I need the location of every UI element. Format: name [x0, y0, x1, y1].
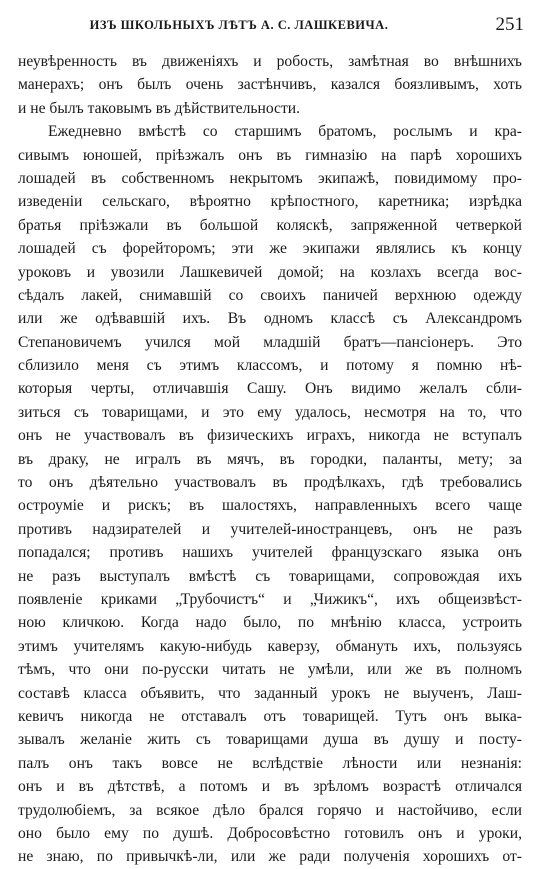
text-line: палъ онъ такъ вовсе не вслѣдствіе лѣности или незнанія:: [18, 754, 522, 772]
text-line: неувѣренность въ движеніяхъ и робость, замѣтная во внѣшнихъ: [18, 53, 522, 70]
text-line: оно было ему по душѣ. Добросовѣстно готовилъ онъ и уроки,: [18, 824, 522, 842]
running-head: [14, 14, 524, 38]
text-line: зиться съ товарищами, и это ему удалось, несмотря на то, что: [18, 403, 522, 421]
text-line: онъ не участвовалъ въ физическихъ играхъ, никогда не вступалъ: [18, 427, 522, 445]
text-line: кевичъ никогда не отставалъ отъ товарищей. Тутъ онъ выка-: [18, 707, 522, 725]
paragraph: [18, 120, 522, 869]
text-line: Степановичемъ учился мой младшій братъ—пансіонеръ. Это: [18, 333, 522, 351]
text-line: манерахъ; онъ былъ очень застѣнчивъ, казался боязливымъ, хоть: [18, 76, 522, 94]
running-head-title: ИЗЪ ШКОЛЬНЫХЪ ЛѢТЪ А. С. ЛАШКЕВИЧА.: [89, 18, 389, 32]
text-line: которыя черты, отличавшія Сашу. Онъ видимо желалъ сбли-: [18, 380, 522, 398]
text-line: противъ надзирателей и учителей-иностранцевъ, онъ не разъ: [18, 520, 522, 538]
text-line: не разъ выступалъ вмѣстѣ съ товарищами, сопровождая ихъ: [18, 567, 522, 585]
text-line: трудолюбіемъ, за всякое дѣло брался горячо и настойчиво, если: [18, 801, 522, 819]
text-line: онъ и въ дѣтствѣ, а потомъ и въ зрѣломъ возрастѣ отличался: [18, 778, 522, 796]
text-line: тѣмъ, что они по-русски читать не умѣли, или же въ полномъ: [18, 661, 522, 679]
text-line: Ежедневно вмѣстѣ со старшимъ братомъ, рослымъ и кра-: [48, 123, 522, 141]
text-line: братья пріѣзжали въ большой коляскѣ, запряженной четверкой: [18, 216, 522, 234]
text-line: появленіе криками „Трубочистъ“ и „Чижикъ“, ихъ общеизвѣст-: [18, 590, 522, 608]
text-line: сѣдалъ лакей, снимавшій со своихъ паничей верхнюю одежду: [18, 286, 522, 304]
text-line: то онъ дѣятельно участвовалъ въ продѣлкахъ, гдѣ требовались: [18, 474, 522, 492]
text-line: попадался; противъ нашихъ учителей французскаго языка онъ: [18, 544, 522, 562]
text-line: уроковъ и увозили Лашкевичей домой; на козлахъ всегда вос-: [18, 263, 522, 281]
body-text: [18, 50, 522, 869]
paragraph: [18, 50, 522, 120]
text-line: и не былъ таковымъ въ дѣйствительности.: [18, 99, 301, 117]
text-line: лошадей съ форейторомъ; эти же экипажи являлись къ концу: [18, 240, 522, 258]
text-line: лошадей въ собственномъ некрытомъ экипажѣ, повидимому про-: [18, 169, 522, 187]
text-line: зывалъ желаніе жить съ товарищами душа въ душу и посту-: [18, 731, 522, 749]
text-line: составѣ класса объявить, что заданный урокъ не выученъ, Лаш-: [18, 684, 522, 702]
text-line: сивымъ юношей, пріѣзжалъ онъ въ гимназію на парѣ хорошихъ: [18, 146, 522, 164]
text-line: остроуміе и рискъ; въ шалостяхъ, направленныхъ всего чаще: [18, 497, 522, 515]
text-line: изведеніи сельскаго, вѣроятно крѣпостного, каретника; изрѣдка: [18, 193, 522, 211]
text-line: ною кличкою. Когда надо было, по мнѣнію класса, устроить: [18, 614, 522, 632]
text-line: этимъ учителямъ какую-нибудь каверзу, обмануть ихъ, пользуясь: [18, 637, 522, 655]
text-line: или же одѣвавшій ихъ. Въ одномъ классѣ съ Александромъ: [18, 310, 522, 328]
text-line: сблизило меня съ этимъ классомъ, и потому я помню нѣ-: [18, 357, 522, 375]
text-line: въ драку, не игралъ въ мячъ, въ городки, паланты, мету; за: [18, 450, 522, 468]
page-number: 251: [495, 14, 524, 35]
text-line: не знаю, по привычкѣ-ли, или же ради полученія хорошихъ от-: [18, 848, 522, 866]
